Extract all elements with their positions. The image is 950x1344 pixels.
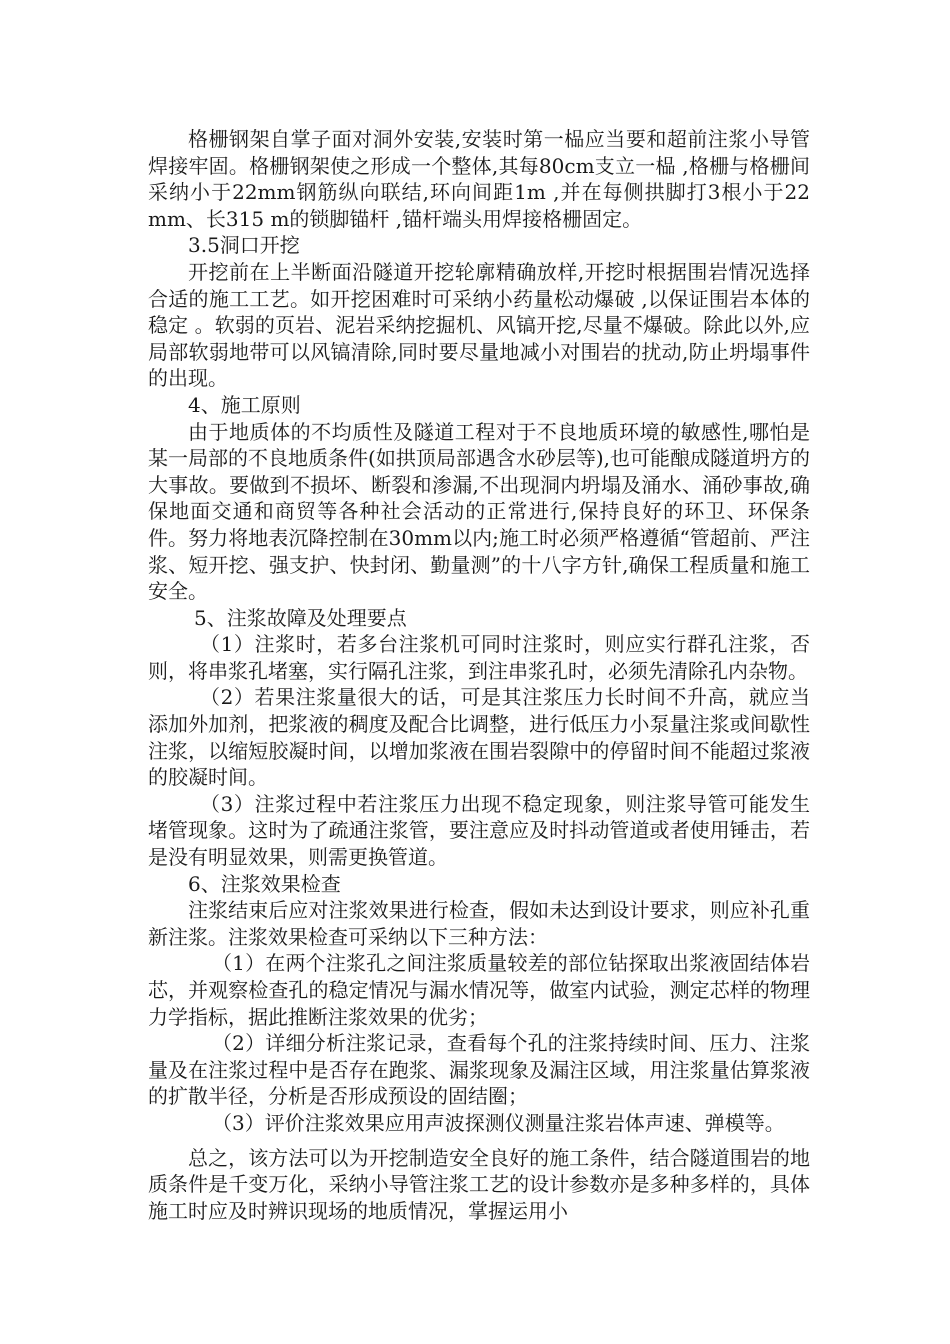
heading-3-5: 3.5洞口开挖 xyxy=(188,233,300,258)
heading-4: 4、施工原则 xyxy=(188,392,301,417)
paragraph-6-1: （1）在两个注浆孔之间注浆质量较差的部位钻探取出浆液固结体岩芯，并观察检查孔的稳定情况与漏水情况等，做室内试验，测定芯样的物理力学指标，据此推断注浆效果的优劣； xyxy=(148,951,810,1029)
paragraph-6-3: （3）评价注浆效果应用声波探测仪测量注浆岩体声速、弹模等。 xyxy=(212,1110,785,1135)
paragraph-summary: 总之，该方法可以为开挖制造安全良好的施工条件，结合隧道围岩的地质条件是千变万化，采纳小导管注浆工艺的设计参数亦是多种多样的，具体施工时应及时辨识现场的地质情况，掌握运用小 xyxy=(148,1145,810,1223)
paragraph-5-2: （2）若果注浆量很大的话，可是其注浆压力长时间不升高，就应当添加外加剂，把浆液的稠度及配合比调整，进行低压力小泵量注浆或间歇性注浆，以缩短胶凝时间，以增加浆液在围岩裂隙中的停留时间不能超过浆液的胶凝时间。 xyxy=(148,685,810,790)
paragraph-5-1: （1）注浆时，若多台注浆机可同时注浆时，则应实行群孔注浆，否则，将串浆孔堵塞，实行隔孔注浆，到注串浆孔时，必须先清除孔内杂物。 xyxy=(148,632,810,683)
paragraph-excavation: 开挖前在上半断面沿隧道开挖轮廓精确放样,开挖时根据围岩情况选择合适的施工工艺。如开挖困难时可采纳小药量松动爆破 ,以保证围岩本体的稳定 。软弱的页岩、泥岩采纳挖掘机、风镐开挖,尽量不爆破。除此以外,应局部软弱地带可以风镐清除,同时要尽量地减小对围岩的扰动,防止坍塌事件的出现。 xyxy=(148,259,810,391)
paragraph-principles: 由于地质体的不均质性及隧道工程对于不良地质环境的敏感性,哪怕是某一局部的不良地质条件(如拱顶局部遇含水砂层等),也可能酿成隧道坍方的大事故。要做到不损坏、断裂和渗漏,不出现洞内坍塌及涌水、涌砂事故,确保地面交通和商贸等各种社会活动的正常进行,保持良好的环卫、环保条件。努力将地表沉降控制在30mm以内;施工时必须严格遵循“管超前、严注浆、短开挖、强支护、快封闭、勤量测”的十八字方针,确保工程质量和施工安全。 xyxy=(148,419,810,604)
paragraph-6-intro: 注浆结束后应对注浆效果进行检查，假如未达到设计要求，则应补孔重新注浆。注浆效果检查可采纳以下三种方法： xyxy=(148,898,810,949)
paragraph-steel-frame: 格栅钢架自掌子面对洞外安装,安装时第一榀应当要和超前注浆小导管焊接牢固。格栅钢架使之形成一个整体,其每80cm支立一榀 ,格栅与格栅间采纳小于22mm钢筋纵向联结,环向间距1m ,并在每侧拱脚打3根小于22 mm、长315 m的锁脚锚杆 ,锚杆端头用焊接格栅固定。 xyxy=(148,127,810,231)
document-body xyxy=(148,126,810,1224)
heading-5: 5、注浆故障及处理要点 xyxy=(194,605,407,630)
paragraph-6-2: （2）详细分析注浆记录，查看每个孔的注浆持续时间、压力、注浆量及在注浆过程中是否存在跑浆、漏浆现象及漏注区域，用注浆量估算浆液的扩散半径，分析是否形成预设的固结圈； xyxy=(148,1031,810,1109)
paragraph-5-3: （3）注浆过程中若注浆压力出现不稳定现象，则注浆导管可能发生堵管现象。这时为了疏通注浆管，要注意应及时抖动管道或者使用锤击，若是没有明显效果，则需更换管道。 xyxy=(148,791,810,870)
heading-6: 6、注浆效果检查 xyxy=(188,871,341,896)
